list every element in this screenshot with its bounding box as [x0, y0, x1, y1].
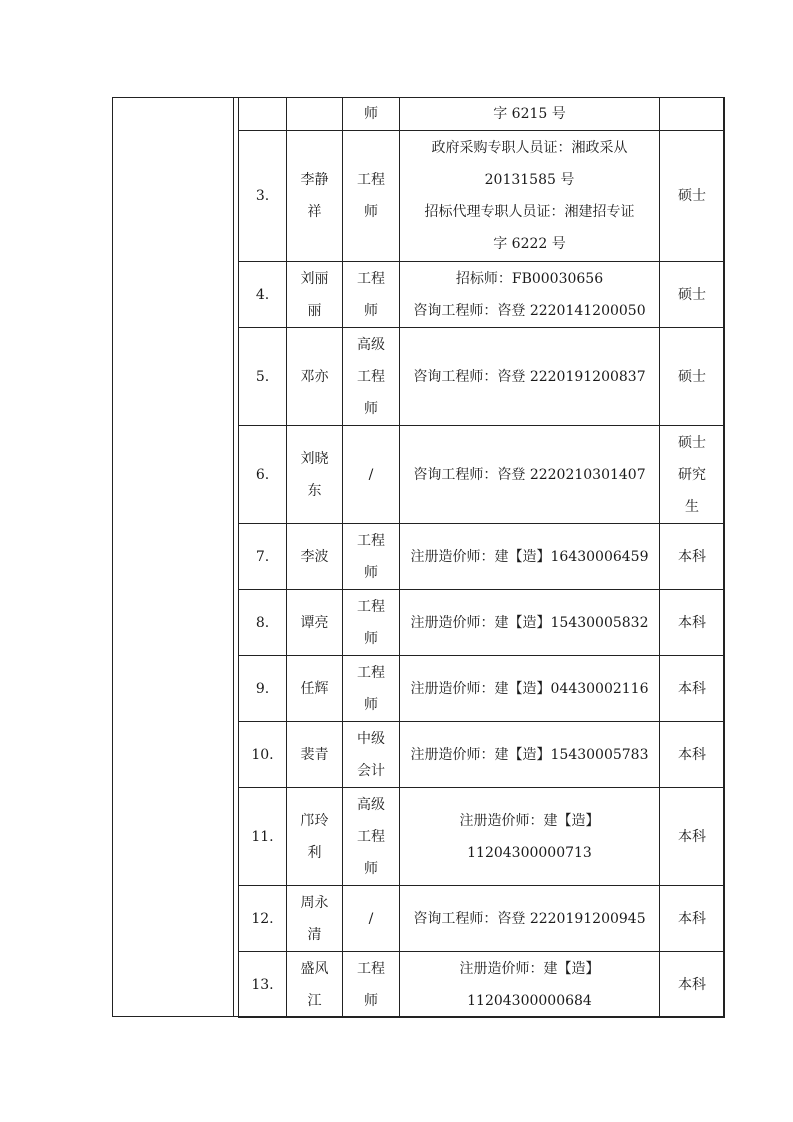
- name-cell-line: 刘丽: [300, 270, 329, 287]
- title-cell-line: 会计: [357, 762, 385, 779]
- name-cell: [287, 524, 343, 590]
- certificate-cell: [400, 886, 660, 952]
- title-cell: [343, 98, 400, 131]
- certificate-cell: [400, 262, 660, 328]
- title-cell-line: 师: [364, 204, 378, 220]
- name-cell: [287, 328, 343, 426]
- certificate-cell: [400, 952, 660, 1018]
- certificate-cell-line: 20131585 号: [484, 172, 575, 188]
- title-cell-line: /: [368, 466, 374, 483]
- title-cell: [343, 952, 400, 1018]
- name-cell: [287, 788, 343, 886]
- certificate-cell-line: 11204300000713: [467, 844, 592, 861]
- table-row: [239, 524, 725, 590]
- index-cell: 4.: [239, 262, 287, 328]
- title-cell-line: 工程: [357, 598, 385, 615]
- title-cell: [343, 788, 400, 886]
- certificate-cell: [400, 656, 660, 722]
- table-row: [239, 131, 725, 262]
- index-cell: 10.: [239, 722, 287, 788]
- certificate-cell-line: 注册造价师：建【造】15430005832: [410, 614, 649, 631]
- name-cell-line: 盛风: [300, 960, 329, 977]
- name-cell: [287, 886, 343, 952]
- certificate-cell-line: 注册造价师：建【造】04430002116: [410, 680, 649, 697]
- index-cell: 5.: [239, 328, 287, 426]
- name-cell-line: 刘晓: [300, 450, 329, 467]
- degree-cell: [660, 262, 725, 328]
- degree-cell: [660, 98, 725, 131]
- index-cell: 13.: [239, 952, 287, 1018]
- table-row: [239, 886, 725, 952]
- title-cell: [343, 262, 400, 328]
- name-cell-line: 邓亦: [300, 368, 329, 385]
- certificate-cell-line: 政府采购专职人员证：湘政采从: [431, 140, 628, 156]
- name-cell: [287, 656, 343, 722]
- index-cell: 9.: [239, 656, 287, 722]
- name-cell-line: 裴青: [300, 746, 329, 763]
- title-cell-line: 工程: [357, 532, 385, 549]
- name-cell-line: 祥: [307, 204, 322, 220]
- table-row: [239, 952, 725, 1018]
- table-row: [239, 722, 725, 788]
- certificate-cell-line: 11204300000684: [467, 992, 592, 1009]
- certificate-cell: [400, 788, 660, 886]
- degree-cell: [660, 590, 725, 656]
- name-cell: [287, 722, 343, 788]
- name-cell: [287, 98, 343, 131]
- index-cell: [239, 98, 287, 131]
- column-divider: [233, 97, 234, 1017]
- title-cell: [343, 426, 400, 524]
- index-cell: 12.: [239, 886, 287, 952]
- degree-cell-line: 本科: [678, 976, 706, 993]
- table-row: [239, 590, 725, 656]
- table-row: [239, 788, 725, 886]
- degree-cell-line: 本科: [678, 680, 706, 697]
- title-cell: [343, 886, 400, 952]
- degree-cell-line: 本科: [678, 614, 706, 631]
- certificate-cell-line: 注册造价师：建【造】: [459, 960, 600, 977]
- degree-cell-line: 硕士: [678, 286, 706, 303]
- certificate-cell: [400, 426, 660, 524]
- name-cell-line: 利: [307, 844, 322, 861]
- index-cell: 7.: [239, 524, 287, 590]
- name-cell-line: 清: [307, 926, 322, 943]
- certificate-cell: [400, 524, 660, 590]
- title-cell-line: 高级: [357, 796, 385, 813]
- name-cell-line: 丽: [307, 302, 322, 319]
- name-cell-line: 东: [307, 482, 322, 499]
- certificate-cell: [400, 590, 660, 656]
- name-cell-line: 周永: [300, 894, 329, 911]
- name-cell: [287, 590, 343, 656]
- degree-cell: [660, 328, 725, 426]
- name-cell-line: 谭亮: [300, 614, 329, 631]
- index-cell: 8.: [239, 590, 287, 656]
- title-cell-line: 工程: [357, 664, 385, 681]
- certificate-cell: [400, 722, 660, 788]
- name-cell-line: 邝玲: [300, 812, 329, 829]
- certificate-cell-line: 咨询工程师：咨登 2220210301407: [413, 466, 646, 483]
- title-cell-line: 工程: [357, 172, 385, 188]
- title-cell-line: 师: [364, 564, 378, 581]
- certificate-cell-line: 字 6222 号: [493, 236, 566, 252]
- certificate-cell-line: 咨询工程师：咨登 2220141200050: [413, 302, 646, 319]
- title-cell: [343, 524, 400, 590]
- name-cell: [287, 426, 343, 524]
- name-cell-line: 李静: [300, 172, 329, 188]
- certificate-cell-line: 注册造价师：建【造】16430006459: [410, 548, 649, 565]
- title-cell-line: 高级: [357, 336, 385, 353]
- degree-cell-line: 硕士: [678, 188, 706, 204]
- staff-table-body: [239, 98, 725, 1018]
- title-cell: [343, 722, 400, 788]
- degree-cell: [660, 524, 725, 590]
- title-cell-line: 师: [364, 106, 378, 122]
- certificate-cell-line: 注册造价师：建【造】: [459, 812, 600, 829]
- name-cell-line: 李波: [300, 548, 329, 565]
- degree-cell-line: 硕士: [678, 368, 706, 385]
- title-cell-line: 工程: [357, 368, 385, 385]
- degree-cell: [660, 788, 725, 886]
- title-cell-line: 师: [364, 400, 378, 417]
- title-cell: [343, 131, 400, 262]
- index-cell: 6.: [239, 426, 287, 524]
- certificate-cell: [400, 98, 660, 131]
- title-cell: [343, 656, 400, 722]
- degree-cell: [660, 952, 725, 1018]
- title-cell-line: 师: [364, 696, 378, 713]
- certificate-cell-line: 咨询工程师：咨登 2220191200945: [413, 910, 646, 927]
- name-cell-line: 江: [307, 992, 322, 1009]
- title-cell-line: 工程: [357, 270, 385, 287]
- degree-cell-line: 生: [685, 498, 699, 515]
- degree-cell: [660, 426, 725, 524]
- table-row: [239, 656, 725, 722]
- title-cell-line: 师: [364, 630, 378, 647]
- certificate-cell: [400, 328, 660, 426]
- index-cell: 3.: [239, 131, 287, 262]
- degree-cell: [660, 656, 725, 722]
- degree-cell-line: 研究: [678, 466, 706, 483]
- title-cell-line: 工程: [357, 828, 385, 845]
- degree-cell-line: 本科: [678, 548, 706, 565]
- title-cell-line: 师: [364, 860, 378, 877]
- name-cell: [287, 262, 343, 328]
- degree-cell-line: 硕士: [678, 434, 706, 451]
- title-cell-line: /: [368, 910, 374, 927]
- degree-cell-line: 本科: [678, 828, 706, 845]
- degree-cell: [660, 131, 725, 262]
- table-row: [239, 328, 725, 426]
- table-row: [239, 98, 725, 131]
- certificate-cell-line: 注册造价师：建【造】15430005783: [410, 746, 649, 763]
- certificate-cell-line: 字 6215 号: [493, 106, 566, 122]
- certificate-cell: [400, 131, 660, 262]
- table-row: [239, 426, 725, 524]
- staff-table: [238, 97, 725, 1018]
- name-cell-line: 任辉: [300, 680, 329, 697]
- degree-cell: [660, 722, 725, 788]
- name-cell: [287, 131, 343, 262]
- title-cell-line: 师: [364, 992, 378, 1009]
- name-cell: [287, 952, 343, 1018]
- title-cell-line: 工程: [357, 960, 385, 977]
- title-cell: [343, 590, 400, 656]
- certificate-cell-line: 招标代理专职人员证：湘建招专证: [424, 204, 635, 220]
- index-cell: 11.: [239, 788, 287, 886]
- table-row: [239, 262, 725, 328]
- certificate-cell-line: 咨询工程师：咨登 2220191200837: [413, 368, 646, 385]
- title-cell-line: 师: [364, 302, 378, 319]
- degree-cell-line: 本科: [678, 910, 706, 927]
- degree-cell-line: 本科: [678, 746, 706, 763]
- degree-cell: [660, 886, 725, 952]
- title-cell: [343, 328, 400, 426]
- certificate-cell-line: 招标师：FB00030656: [455, 270, 604, 287]
- title-cell-line: 中级: [357, 730, 385, 747]
